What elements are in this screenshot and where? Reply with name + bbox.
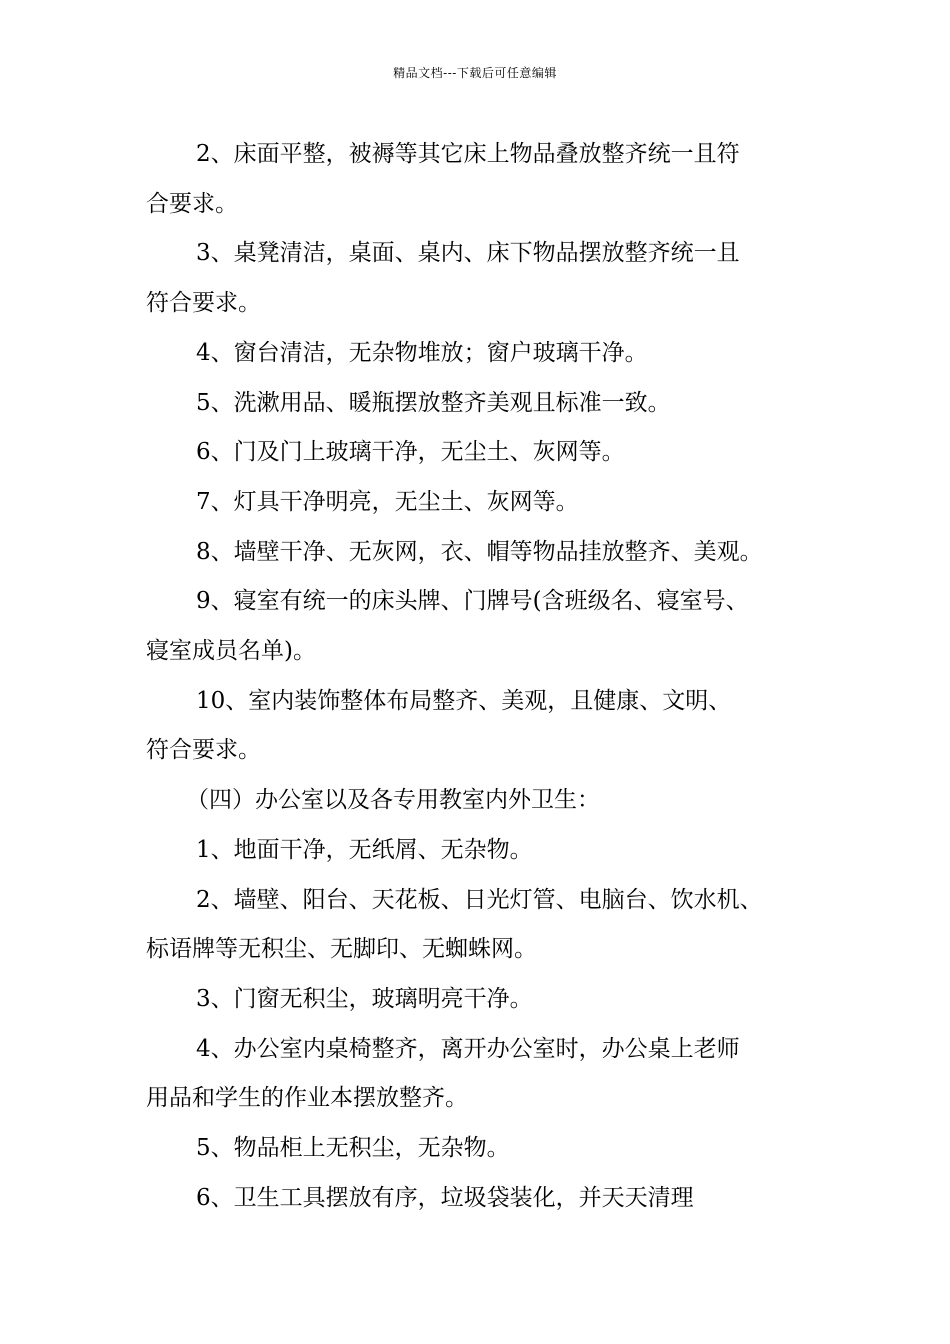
paragraph-line: 3、桌凳清洁，桌面、桌内、床下物品摆放整齐统一且: [196, 240, 740, 267]
section-heading: （四）办公室以及各专用教室内外卫生：: [186, 787, 600, 814]
paragraph-line: 9、寝室有统一的床头牌、门牌号(含班级名、寝室号、: [196, 588, 749, 615]
paragraph-line: 标语牌等无积尘、无脚印、无蜘蛛网。: [146, 936, 537, 963]
paragraph-line: 寝室成员名单)。: [146, 638, 316, 665]
paragraph-line: 10、室内装饰整体布局整齐、美观，且健康、文明、: [196, 687, 732, 714]
paragraph-line: 8、墙壁干净、无灰网，衣、帽等物品挂放整齐、美观。: [196, 538, 763, 565]
paragraph-line: 5、物品柜上无积尘，无杂物。: [196, 1135, 510, 1162]
paragraph-line: 符合要求。: [146, 737, 261, 764]
paragraph-line: 用品和学生的作业本摆放整齐。: [146, 1085, 468, 1112]
paragraph-line: 2、墙壁、阳台、天花板、日光灯管、电脑台、饮水机、: [196, 886, 763, 913]
document-body: [146, 130, 832, 1223]
paragraph-line: 6、门及门上玻璃干净，无尘土、灰网等。: [196, 439, 625, 466]
paragraph-line: 2、床面平整，被褥等其它床上物品叠放整齐统一且符: [196, 141, 740, 167]
paragraph-line: 7、灯具干净明亮，无尘土、灰网等。: [196, 488, 579, 515]
paragraph-line: 1、地面干净，无纸屑、无杂物。: [196, 836, 533, 863]
paragraph-line: 3、门窗无积尘，玻璃明亮干净。: [196, 985, 533, 1012]
page-header: 精品文档---下载后可任意编辑: [393, 66, 557, 80]
paragraph-line: 5、洗漱用品、暖瓶摆放整齐美观且标准一致。: [196, 389, 671, 416]
paragraph-line: 6、卫生工具摆放有序，垃圾袋装化，并天天清理: [196, 1184, 694, 1211]
paragraph-line: 合要求。: [146, 190, 238, 217]
paragraph-line: 4、办公室内桌椅整齐，离开办公室时，办公桌上老师: [196, 1035, 740, 1062]
paragraph-line: 4、窗台清洁，无杂物堆放；窗户玻璃干净。: [196, 339, 648, 366]
paragraph-line: 符合要求。: [146, 290, 261, 317]
